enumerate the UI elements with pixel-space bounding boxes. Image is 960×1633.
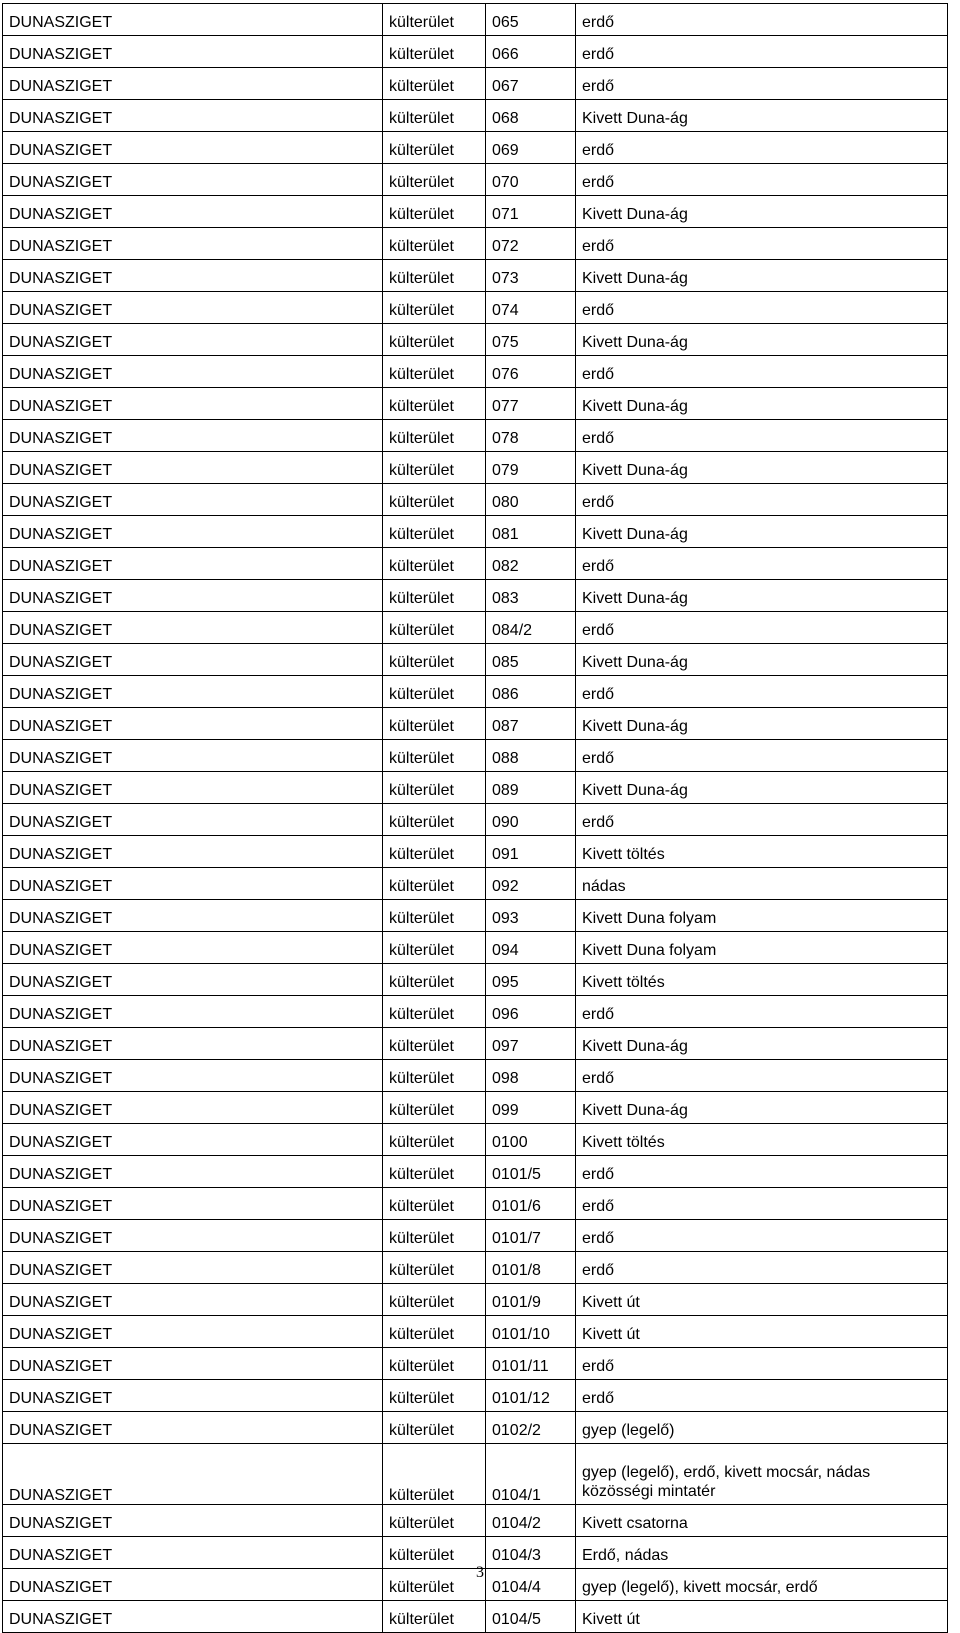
table-row: [3, 1412, 948, 1444]
table-row: [3, 1156, 948, 1188]
parcel-number-cell: 097: [486, 1028, 576, 1060]
land-use-cell: erdő: [576, 740, 948, 772]
table-row: [3, 388, 948, 420]
area-type-cell: külterület: [383, 164, 486, 196]
area-type-cell: külterület: [383, 388, 486, 420]
parcel-number-cell: 0101/10: [486, 1316, 576, 1348]
table-row: [3, 292, 948, 324]
table-row: [3, 1092, 948, 1124]
parcel-number-cell: 087: [486, 708, 576, 740]
settlement-cell: DUNASZIGET: [3, 1188, 383, 1220]
parcel-table-body: [3, 4, 948, 1633]
settlement-cell: DUNASZIGET: [3, 612, 383, 644]
table-row: [3, 1284, 948, 1316]
table-row: [3, 36, 948, 68]
parcel-number-cell: 085: [486, 644, 576, 676]
land-use-line: közösségi mintatér: [582, 1483, 716, 1500]
parcel-number-cell: 075: [486, 324, 576, 356]
area-type-cell: külterület: [383, 708, 486, 740]
table-row: [3, 868, 948, 900]
table-row: [3, 1380, 948, 1412]
area-type-cell: külterület: [383, 196, 486, 228]
settlement-cell: DUNASZIGET: [3, 676, 383, 708]
parcel-number-cell: 0104/1: [486, 1444, 576, 1505]
land-use-cell: erdő: [576, 132, 948, 164]
table-row: [3, 1060, 948, 1092]
table-row: [3, 612, 948, 644]
table-row: [3, 580, 948, 612]
area-type-cell: külterület: [383, 1156, 486, 1188]
settlement-cell: DUNASZIGET: [3, 1569, 383, 1601]
settlement-cell: DUNASZIGET: [3, 516, 383, 548]
land-use-cell: erdő: [576, 292, 948, 324]
settlement-cell: DUNASZIGET: [3, 1060, 383, 1092]
land-use-cell: Kivett Duna-ág: [576, 1028, 948, 1060]
area-type-cell: külterület: [383, 1284, 486, 1316]
land-use-cell: erdő: [576, 1060, 948, 1092]
land-use-cell: gyep (legelő): [576, 1412, 948, 1444]
table-row: [3, 1601, 948, 1633]
land-use-cell: erdő: [576, 804, 948, 836]
land-use-cell: Kivett Duna-ág: [576, 100, 948, 132]
parcel-number-cell: 0101/11: [486, 1348, 576, 1380]
parcel-table: [2, 3, 948, 1633]
settlement-cell: DUNASZIGET: [3, 1444, 383, 1505]
settlement-cell: DUNASZIGET: [3, 1124, 383, 1156]
table-row: [3, 4, 948, 36]
table-row: [3, 420, 948, 452]
table-row: [3, 260, 948, 292]
settlement-cell: DUNASZIGET: [3, 356, 383, 388]
settlement-cell: DUNASZIGET: [3, 1316, 383, 1348]
area-type-cell: külterület: [383, 484, 486, 516]
table-row: [3, 196, 948, 228]
land-use-cell: erdő: [576, 36, 948, 68]
settlement-cell: DUNASZIGET: [3, 1412, 383, 1444]
area-type-cell: külterület: [383, 356, 486, 388]
land-use-cell: erdő: [576, 484, 948, 516]
table-row: [3, 676, 948, 708]
table-row: [3, 932, 948, 964]
parcel-number-cell: 072: [486, 228, 576, 260]
area-type-cell: külterület: [383, 868, 486, 900]
settlement-cell: DUNASZIGET: [3, 452, 383, 484]
area-type-cell: külterület: [383, 1220, 486, 1252]
table-row: [3, 324, 948, 356]
table-row: [3, 740, 948, 772]
land-use-cell: Kivett Duna-ág: [576, 644, 948, 676]
land-use-cell: erdő: [576, 548, 948, 580]
area-type-cell: külterület: [383, 260, 486, 292]
table-row: [3, 1252, 948, 1284]
settlement-cell: DUNASZIGET: [3, 484, 383, 516]
table-row: [3, 228, 948, 260]
land-use-cell: Kivett út: [576, 1601, 948, 1633]
table-row: [3, 164, 948, 196]
parcel-number-cell: 077: [486, 388, 576, 420]
settlement-cell: DUNASZIGET: [3, 932, 383, 964]
land-use-cell: Kivett töltés: [576, 1124, 948, 1156]
settlement-cell: DUNASZIGET: [3, 1537, 383, 1569]
land-use-cell: erdő: [576, 1188, 948, 1220]
table-row: [3, 68, 948, 100]
settlement-cell: DUNASZIGET: [3, 836, 383, 868]
parcel-number-cell: 070: [486, 164, 576, 196]
table-row: [3, 772, 948, 804]
settlement-cell: DUNASZIGET: [3, 132, 383, 164]
land-use-cell: Kivett Duna-ág: [576, 324, 948, 356]
area-type-cell: külterület: [383, 452, 486, 484]
land-use-cell: erdő: [576, 228, 948, 260]
area-type-cell: külterület: [383, 516, 486, 548]
table-row: [3, 1188, 948, 1220]
table-row: [3, 132, 948, 164]
settlement-cell: DUNASZIGET: [3, 708, 383, 740]
table-row: [3, 708, 948, 740]
land-use-cell: erdő: [576, 1220, 948, 1252]
settlement-cell: DUNASZIGET: [3, 772, 383, 804]
area-type-cell: külterület: [383, 68, 486, 100]
settlement-cell: DUNASZIGET: [3, 36, 383, 68]
parcel-number-cell: 073: [486, 260, 576, 292]
area-type-cell: külterület: [383, 1380, 486, 1412]
land-use-cell: Kivett töltés: [576, 964, 948, 996]
area-type-cell: külterület: [383, 996, 486, 1028]
settlement-cell: DUNASZIGET: [3, 68, 383, 100]
parcel-number-cell: 067: [486, 68, 576, 100]
land-use-cell: Kivett töltés: [576, 836, 948, 868]
area-type-cell: külterület: [383, 1124, 486, 1156]
land-use-cell: Kivett Duna-ág: [576, 1092, 948, 1124]
land-use-cell: Kivett Duna-ág: [576, 452, 948, 484]
area-type-cell: külterület: [383, 932, 486, 964]
area-type-cell: külterület: [383, 580, 486, 612]
parcel-number-cell: 0101/6: [486, 1188, 576, 1220]
table-row: [3, 1316, 948, 1348]
land-use-cell: erdő: [576, 164, 948, 196]
land-use-cell: erdő: [576, 420, 948, 452]
parcel-number-cell: 0101/12: [486, 1380, 576, 1412]
settlement-cell: DUNASZIGET: [3, 1505, 383, 1537]
land-use-cell: erdő: [576, 1348, 948, 1380]
area-type-cell: külterület: [383, 1316, 486, 1348]
land-use-cell: erdő: [576, 68, 948, 100]
parcel-number-cell: 0101/8: [486, 1252, 576, 1284]
parcel-number-cell: 0104/2: [486, 1505, 576, 1537]
table-row: [3, 100, 948, 132]
land-use-cell: Kivett Duna-ág: [576, 516, 948, 548]
parcel-number-cell: 074: [486, 292, 576, 324]
area-type-cell: külterület: [383, 772, 486, 804]
area-type-cell: külterület: [383, 1348, 486, 1380]
parcel-number-cell: 094: [486, 932, 576, 964]
table-row: [3, 356, 948, 388]
parcel-number-cell: 089: [486, 772, 576, 804]
parcel-number-cell: 0104/5: [486, 1601, 576, 1633]
parcel-number-cell: 088: [486, 740, 576, 772]
table-row: [3, 996, 948, 1028]
parcel-number-cell: 071: [486, 196, 576, 228]
area-type-cell: külterület: [383, 1444, 486, 1505]
land-use-cell: erdő: [576, 1156, 948, 1188]
settlement-cell: DUNASZIGET: [3, 1348, 383, 1380]
settlement-cell: DUNASZIGET: [3, 1380, 383, 1412]
settlement-cell: DUNASZIGET: [3, 964, 383, 996]
parcel-number-cell: 099: [486, 1092, 576, 1124]
settlement-cell: DUNASZIGET: [3, 804, 383, 836]
area-type-cell: külterület: [383, 1060, 486, 1092]
land-use-cell: Kivett Duna-ág: [576, 196, 948, 228]
settlement-cell: DUNASZIGET: [3, 996, 383, 1028]
parcel-number-cell: 0102/2: [486, 1412, 576, 1444]
parcel-number-cell: 076: [486, 356, 576, 388]
parcel-number-cell: 098: [486, 1060, 576, 1092]
table-row: [3, 1505, 948, 1537]
area-type-cell: külterület: [383, 1188, 486, 1220]
table-row: [3, 900, 948, 932]
land-use-cell: erdő: [576, 996, 948, 1028]
area-type-cell: külterület: [383, 100, 486, 132]
area-type-cell: külterület: [383, 964, 486, 996]
settlement-cell: DUNASZIGET: [3, 164, 383, 196]
settlement-cell: DUNASZIGET: [3, 900, 383, 932]
parcel-number-cell: 065: [486, 4, 576, 36]
land-use-cell: [576, 1444, 948, 1505]
parcel-number-cell: 096: [486, 996, 576, 1028]
area-type-cell: külterület: [383, 4, 486, 36]
land-use-cell: Kivett Duna folyam: [576, 900, 948, 932]
settlement-cell: DUNASZIGET: [3, 1156, 383, 1188]
area-type-cell: külterület: [383, 420, 486, 452]
area-type-cell: külterület: [383, 36, 486, 68]
table-row: [3, 644, 948, 676]
land-use-cell: erdő: [576, 4, 948, 36]
parcel-number-cell: 0101/5: [486, 1156, 576, 1188]
area-type-cell: külterület: [383, 1601, 486, 1633]
settlement-cell: DUNASZIGET: [3, 260, 383, 292]
settlement-cell: DUNASZIGET: [3, 420, 383, 452]
parcel-number-cell: 090: [486, 804, 576, 836]
parcel-number-cell: 083: [486, 580, 576, 612]
parcel-number-cell: 084/2: [486, 612, 576, 644]
table-row: [3, 1124, 948, 1156]
settlement-cell: DUNASZIGET: [3, 644, 383, 676]
table-row: [3, 1348, 948, 1380]
settlement-cell: DUNASZIGET: [3, 1252, 383, 1284]
table-row: [3, 452, 948, 484]
land-use-cell: Kivett Duna-ág: [576, 772, 948, 804]
parcel-number-cell: 095: [486, 964, 576, 996]
area-type-cell: külterület: [383, 548, 486, 580]
table-row: [3, 516, 948, 548]
parcel-number-cell: 0101/7: [486, 1220, 576, 1252]
land-use-cell: Erdő, nádas: [576, 1537, 948, 1569]
parcel-number-cell: 0101/9: [486, 1284, 576, 1316]
land-use-cell: Kivett út: [576, 1284, 948, 1316]
land-use-cell: Kivett út: [576, 1316, 948, 1348]
area-type-cell: külterület: [383, 1537, 486, 1569]
parcel-number-cell: 068: [486, 100, 576, 132]
settlement-cell: DUNASZIGET: [3, 1028, 383, 1060]
settlement-cell: DUNASZIGET: [3, 868, 383, 900]
parcel-number-cell: 086: [486, 676, 576, 708]
area-type-cell: külterület: [383, 1092, 486, 1124]
land-use-cell: erdő: [576, 1380, 948, 1412]
area-type-cell: külterület: [383, 132, 486, 164]
parcel-number-cell: 0104/3: [486, 1537, 576, 1569]
table-row: [3, 1220, 948, 1252]
area-type-cell: külterület: [383, 804, 486, 836]
land-use-cell: Kivett csatorna: [576, 1505, 948, 1537]
land-use-cell: erdő: [576, 612, 948, 644]
area-type-cell: külterület: [383, 1028, 486, 1060]
land-use-cell: Kivett Duna-ág: [576, 260, 948, 292]
settlement-cell: DUNASZIGET: [3, 1601, 383, 1633]
area-type-cell: külterület: [383, 324, 486, 356]
land-use-cell: erdő: [576, 1252, 948, 1284]
area-type-cell: külterület: [383, 740, 486, 772]
parcel-number-cell: 081: [486, 516, 576, 548]
table-row: [3, 836, 948, 868]
settlement-cell: DUNASZIGET: [3, 740, 383, 772]
settlement-cell: DUNASZIGET: [3, 1284, 383, 1316]
settlement-cell: DUNASZIGET: [3, 292, 383, 324]
parcel-number-cell: 0104/4: [486, 1569, 576, 1601]
area-type-cell: külterület: [383, 292, 486, 324]
table-row: [3, 484, 948, 516]
area-type-cell: külterület: [383, 836, 486, 868]
land-use-cell: nádas: [576, 868, 948, 900]
land-use-cell: gyep (legelő), kivett mocsár, erdő: [576, 1569, 948, 1601]
settlement-cell: DUNASZIGET: [3, 324, 383, 356]
area-type-cell: külterület: [383, 1412, 486, 1444]
settlement-cell: DUNASZIGET: [3, 580, 383, 612]
settlement-cell: DUNASZIGET: [3, 1220, 383, 1252]
parcel-number-cell: 093: [486, 900, 576, 932]
area-type-cell: külterület: [383, 228, 486, 260]
table-row: [3, 548, 948, 580]
parcel-number-cell: 092: [486, 868, 576, 900]
area-type-cell: külterület: [383, 612, 486, 644]
area-type-cell: külterület: [383, 676, 486, 708]
land-use-cell: erdő: [576, 356, 948, 388]
table-row: [3, 1444, 948, 1505]
parcel-number-cell: 078: [486, 420, 576, 452]
table-row: [3, 804, 948, 836]
area-type-cell: külterület: [383, 1505, 486, 1537]
land-use-cell: Kivett Duna folyam: [576, 932, 948, 964]
parcel-number-cell: 0100: [486, 1124, 576, 1156]
parcel-number-cell: 080: [486, 484, 576, 516]
settlement-cell: DUNASZIGET: [3, 100, 383, 132]
settlement-cell: DUNASZIGET: [3, 548, 383, 580]
table-row: [3, 1028, 948, 1060]
land-use-cell: Kivett Duna-ág: [576, 580, 948, 612]
settlement-cell: DUNASZIGET: [3, 4, 383, 36]
land-use-cell: Kivett Duna-ág: [576, 708, 948, 740]
page-number: 3: [476, 1564, 484, 1581]
parcel-number-cell: 066: [486, 36, 576, 68]
area-type-cell: külterület: [383, 1252, 486, 1284]
land-use-line: gyep (legelő), erdő, kivett mocsár, nádas: [582, 1464, 871, 1481]
table-row: [3, 964, 948, 996]
area-type-cell: külterület: [383, 644, 486, 676]
land-use-cell: erdő: [576, 676, 948, 708]
parcel-number-cell: 069: [486, 132, 576, 164]
land-use-cell: Kivett Duna-ág: [576, 388, 948, 420]
settlement-cell: DUNASZIGET: [3, 388, 383, 420]
area-type-cell: külterület: [383, 900, 486, 932]
parcel-number-cell: 082: [486, 548, 576, 580]
area-type-cell: külterület: [383, 1569, 486, 1601]
parcel-number-cell: 079: [486, 452, 576, 484]
settlement-cell: DUNASZIGET: [3, 228, 383, 260]
settlement-cell: DUNASZIGET: [3, 196, 383, 228]
parcel-number-cell: 091: [486, 836, 576, 868]
settlement-cell: DUNASZIGET: [3, 1092, 383, 1124]
